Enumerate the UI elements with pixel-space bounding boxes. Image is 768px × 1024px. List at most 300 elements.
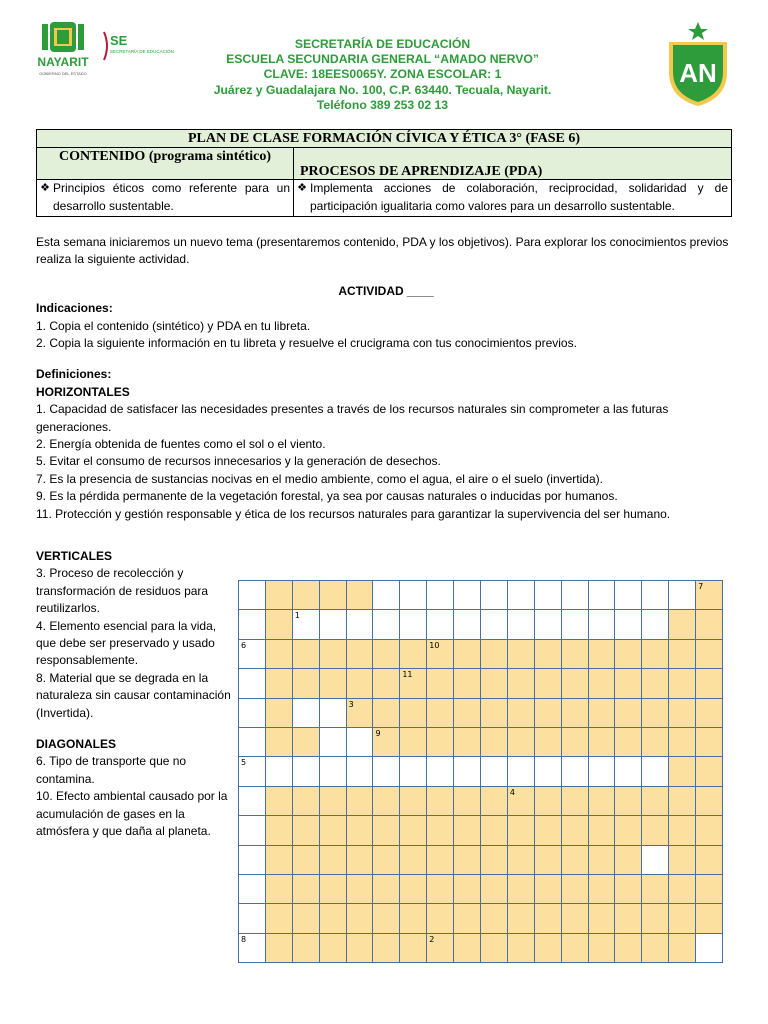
crossword-cell[interactable] [265, 639, 292, 668]
intro-paragraph: Esta semana iniciaremos un nuevo tema (presentaremos contenido, PDA y los objetivos). Para explorar los conocimientos previos realiza la siguiente actividad. [36, 235, 729, 267]
crossword-cell[interactable] [615, 933, 642, 962]
crossword-cell[interactable] [588, 669, 615, 698]
clue-number: 9 [375, 728, 381, 738]
crossword-cell[interactable] [427, 698, 454, 727]
pda-text: Implementa acciones de colaboración, reciprocidad, solidaridad y de participación igualitaria como valores para un desarrollo sustentable. [310, 181, 728, 213]
crossword-cell[interactable] [615, 669, 642, 698]
an-initials: AN [679, 58, 717, 88]
crossword-cell[interactable] [507, 610, 534, 639]
crossword-cell[interactable] [454, 727, 481, 756]
crossword-cell[interactable] [373, 904, 400, 933]
crossword-cell[interactable] [696, 581, 723, 610]
crossword-cell[interactable] [561, 669, 588, 698]
crossword-cell[interactable] [507, 698, 534, 727]
crossword-cell[interactable] [588, 874, 615, 903]
crossword-cell[interactable] [427, 786, 454, 815]
crossword-cell[interactable] [696, 757, 723, 786]
crossword-cell[interactable] [319, 698, 346, 727]
crossword-cell[interactable] [561, 845, 588, 874]
crossword-cell[interactable] [669, 727, 696, 756]
crossword-cell[interactable] [319, 669, 346, 698]
crossword-row [239, 581, 723, 610]
crossword-cell[interactable] [292, 610, 319, 639]
crossword-cell[interactable] [615, 698, 642, 727]
crossword-cell[interactable] [481, 639, 508, 668]
crossword-cell[interactable] [346, 874, 373, 903]
crossword-cell[interactable] [265, 757, 292, 786]
clue-number: 1 [294, 611, 300, 621]
crossword-cell[interactable] [373, 727, 400, 756]
crossword-cell[interactable] [292, 904, 319, 933]
crossword-cell[interactable] [239, 639, 266, 668]
crossword-cell[interactable] [615, 610, 642, 639]
crossword-row [239, 610, 723, 639]
crossword-cell[interactable] [319, 845, 346, 874]
contenido-header: CONTENIDO (programa sintético) [37, 148, 294, 180]
crossword-cell[interactable] [400, 610, 427, 639]
diagonal-label: DIAGONALES [36, 737, 117, 752]
crossword-cell[interactable] [427, 816, 454, 845]
crossword-cell[interactable] [534, 874, 561, 903]
crossword-cell[interactable] [400, 786, 427, 815]
crossword-cell[interactable] [346, 845, 373, 874]
crossword-cell[interactable] [534, 933, 561, 962]
crossword-cell[interactable] [507, 904, 534, 933]
crossword-row [239, 639, 723, 668]
crossword-cell[interactable] [669, 698, 696, 727]
crossword-cell[interactable] [454, 933, 481, 962]
clue-number: 3 [348, 699, 354, 709]
crossword-cell[interactable] [373, 816, 400, 845]
crossword-cell[interactable] [507, 727, 534, 756]
crossword-row [239, 669, 723, 698]
crossword-cell[interactable] [588, 698, 615, 727]
crossword-cell[interactable] [696, 786, 723, 815]
crossword-cell[interactable] [481, 669, 508, 698]
crossword-cell[interactable] [561, 581, 588, 610]
secretaria-line: SECRETARÍA DE EDUCACIÓN [294, 37, 471, 51]
crossword-cell[interactable] [239, 727, 266, 756]
crossword-cell[interactable] [534, 610, 561, 639]
diamond-bullet-icon: ❖ [297, 182, 307, 194]
crossword-cell[interactable] [669, 933, 696, 962]
crossword-cell[interactable] [373, 845, 400, 874]
crossword-cell[interactable] [319, 757, 346, 786]
crossword-cell[interactable] [239, 757, 266, 786]
crossword-cell[interactable] [239, 816, 266, 845]
crossword-cell[interactable] [561, 816, 588, 845]
vertical-diagonal-clues [36, 548, 236, 841]
crossword-cell[interactable] [696, 727, 723, 756]
clue-number: 8 [241, 934, 247, 944]
crossword-cell[interactable] [292, 698, 319, 727]
crossword-cell[interactable] [642, 874, 669, 903]
crossword-cell[interactable] [561, 757, 588, 786]
crossword-cell[interactable] [588, 845, 615, 874]
crossword-cell[interactable] [561, 874, 588, 903]
crossword-cell[interactable] [561, 610, 588, 639]
crossword-cell[interactable] [319, 816, 346, 845]
crossword-cell[interactable] [615, 904, 642, 933]
crossword-cell[interactable] [615, 786, 642, 815]
crossword-cell[interactable] [373, 786, 400, 815]
vertical-clue: 3. Proceso de recolección y transformación de residuos para reutilizarlos. [36, 566, 209, 616]
crossword-cell[interactable] [265, 610, 292, 639]
crossword-cell[interactable] [642, 786, 669, 815]
school-phone-line: Teléfono 389 253 02 13 [316, 97, 449, 112]
crossword-cell[interactable] [615, 874, 642, 903]
crossword-cell[interactable] [265, 933, 292, 962]
crossword-cell[interactable] [265, 845, 292, 874]
crossword-cell[interactable] [373, 581, 400, 610]
crossword-cell[interactable] [588, 786, 615, 815]
crossword-cell[interactable] [588, 639, 615, 668]
crossword-cell[interactable] [615, 581, 642, 610]
crossword-cell[interactable] [373, 669, 400, 698]
crossword-cell[interactable] [400, 933, 427, 962]
horizontal-clue: 7. Es la presencia de sustancias nocivas en el medio ambiente, como el agua, el aire o el suelo (invertida). [36, 471, 603, 486]
crossword-cell[interactable] [265, 786, 292, 815]
amado-nervo-shield-logo [663, 20, 733, 110]
crossword-cell[interactable] [534, 845, 561, 874]
crossword-cell[interactable] [669, 816, 696, 845]
clue-number: 4 [509, 787, 515, 797]
crossword-cell[interactable] [265, 581, 292, 610]
crossword-cell[interactable] [507, 816, 534, 845]
crossword-cell[interactable] [454, 786, 481, 815]
crossword-cell[interactable] [642, 757, 669, 786]
crossword-cell[interactable] [427, 727, 454, 756]
crossword-cell[interactable] [400, 581, 427, 610]
crossword-cell[interactable] [239, 874, 266, 903]
crossword-cell[interactable] [615, 639, 642, 668]
crossword-cell[interactable] [346, 639, 373, 668]
crossword-cell[interactable] [400, 816, 427, 845]
crossword-cell[interactable] [642, 933, 669, 962]
crossword-cell[interactable] [534, 904, 561, 933]
crossword-cell[interactable] [427, 904, 454, 933]
crossword-cell[interactable] [373, 933, 400, 962]
crossword-cell[interactable] [454, 581, 481, 610]
crossword-cell[interactable] [454, 816, 481, 845]
indication-item: 1. Copia el contenido (sintético) y PDA en tu libreta. [36, 318, 311, 333]
crossword-cell[interactable] [373, 639, 400, 668]
crossword-cell[interactable] [534, 757, 561, 786]
horizontal-clue: 2. Energía obtenida de fuentes como el sol o el viento. [36, 437, 326, 452]
crossword-cell[interactable] [534, 639, 561, 668]
crossword-cell[interactable] [696, 904, 723, 933]
crossword-row [239, 904, 723, 933]
crossword-cell[interactable] [454, 845, 481, 874]
crossword-cell[interactable] [588, 581, 615, 610]
crossword-cell[interactable] [400, 669, 427, 698]
crossword-cell[interactable] [696, 698, 723, 727]
crossword-cell[interactable] [642, 639, 669, 668]
crossword-cell[interactable] [507, 786, 534, 815]
crossword-cell[interactable] [696, 933, 723, 962]
diagonal-clue: 10. Efecto ambiental causado por la acumulación de gases en la atmósfera y que daña al planeta. [36, 789, 228, 839]
crossword-cell[interactable] [534, 727, 561, 756]
horizontal-clue: 11. Protección y gestión responsable y ética de los recursos naturales para garantizar la supervivencia del ser humano. [36, 506, 671, 521]
crossword-cell[interactable] [588, 727, 615, 756]
crossword-cell[interactable] [588, 757, 615, 786]
crossword-cell[interactable] [669, 639, 696, 668]
crossword-cell[interactable] [534, 786, 561, 815]
crossword-cell[interactable] [373, 874, 400, 903]
crossword-row [239, 757, 723, 786]
crossword-cell[interactable] [265, 874, 292, 903]
crossword-cell[interactable] [346, 786, 373, 815]
clue-number: 7 [698, 582, 704, 591]
crossword-cell[interactable] [346, 669, 373, 698]
crossword-cell[interactable] [239, 845, 266, 874]
crossword-cell[interactable] [561, 904, 588, 933]
plan-title: PLAN DE CLASE FORMACIÓN CÍVICA Y ÉTICA 3° (FASE 6) [37, 130, 732, 148]
crossword-cell[interactable] [669, 874, 696, 903]
crossword-cell[interactable] [561, 727, 588, 756]
crossword-cell[interactable] [239, 786, 266, 815]
crossword-cell[interactable] [481, 786, 508, 815]
crossword-cell[interactable] [507, 845, 534, 874]
crossword-cell[interactable] [292, 933, 319, 962]
crossword-row [239, 786, 723, 815]
crossword-cell[interactable] [319, 933, 346, 962]
crossword-cell[interactable] [534, 669, 561, 698]
se-text: SE [110, 33, 128, 48]
crossword-cell[interactable] [427, 669, 454, 698]
crossword-cell[interactable] [427, 757, 454, 786]
crossword-cell[interactable] [615, 845, 642, 874]
crossword-cell[interactable] [346, 933, 373, 962]
crossword-cell[interactable] [481, 904, 508, 933]
crossword-cell[interactable] [239, 669, 266, 698]
gobierno-caption: GOBIERNO DEL ESTADO [39, 71, 87, 76]
crossword-cell[interactable] [669, 669, 696, 698]
crossword-cell[interactable] [346, 904, 373, 933]
horizontal-clue: 9. Es la pérdida permanente de la vegetación forestal, ya sea por causas naturales o inducidas por humanos. [36, 489, 618, 504]
crossword-cell[interactable] [481, 757, 508, 786]
crossword-cell[interactable] [427, 581, 454, 610]
crossword-cell[interactable] [642, 816, 669, 845]
crossword-cell[interactable] [346, 581, 373, 610]
crossword-cell[interactable] [696, 610, 723, 639]
lesson-plan-table [36, 129, 732, 217]
crossword-cell[interactable] [588, 933, 615, 962]
crossword-cell[interactable] [642, 904, 669, 933]
crossword-cell[interactable] [615, 727, 642, 756]
vertical-clue: 4. Elemento esencial para la vida, que debe ser preservado y usado responsablemente. [36, 618, 217, 668]
crossword-cell[interactable] [239, 904, 266, 933]
crossword-cell[interactable] [561, 786, 588, 815]
pda-item [294, 180, 731, 215]
crossword-cell[interactable] [292, 786, 319, 815]
crossword-cell[interactable] [346, 727, 373, 756]
school-name-line: ESCUELA SECUNDARIA GENERAL “AMADO NERVO” [226, 52, 539, 67]
crossword-row [239, 698, 723, 727]
activity-content [36, 234, 736, 523]
crossword-cell[interactable] [454, 874, 481, 903]
crossword-cell[interactable] [454, 698, 481, 727]
clue-number: 10 [429, 640, 440, 650]
crossword-cell[interactable] [292, 816, 319, 845]
crossword-cell[interactable] [561, 933, 588, 962]
clue-number: 2 [429, 934, 435, 944]
crossword-cell[interactable] [534, 698, 561, 727]
crossword-cell[interactable] [319, 610, 346, 639]
crossword-cell[interactable] [588, 904, 615, 933]
crossword-cell[interactable] [669, 786, 696, 815]
crossword-cell[interactable] [481, 727, 508, 756]
crossword-cell[interactable] [427, 845, 454, 874]
se-caption: SECRETARÍA DE EDUCACIÓN [110, 49, 174, 54]
crossword-cell[interactable] [319, 581, 346, 610]
crossword-cell[interactable] [239, 698, 266, 727]
crossword-cell[interactable] [265, 904, 292, 933]
crossword-cell[interactable] [319, 874, 346, 903]
crossword-cell[interactable] [507, 639, 534, 668]
crossword-cell[interactable] [427, 874, 454, 903]
crossword-cell[interactable] [534, 581, 561, 610]
crossword-cell[interactable] [642, 610, 669, 639]
crossword-cell[interactable] [346, 610, 373, 639]
crossword-cell[interactable] [588, 610, 615, 639]
contenido-item [37, 180, 293, 215]
indications-label: Indicaciones: [36, 301, 113, 316]
crossword-cell[interactable] [292, 639, 319, 668]
pda-cell [294, 180, 732, 217]
crossword-cell[interactable] [454, 639, 481, 668]
crossword-cell[interactable] [239, 610, 266, 639]
crossword-cell[interactable] [454, 669, 481, 698]
crossword-cell[interactable] [669, 757, 696, 786]
crossword-cell[interactable] [346, 698, 373, 727]
horizontal-clue: 1. Capacidad de satisfacer las necesidades presentes a través de los recursos naturales sin comprometer a las futuras generaciones. [36, 402, 669, 434]
crossword-cell[interactable] [454, 610, 481, 639]
crossword-cell[interactable] [561, 698, 588, 727]
nayarit-se-logo [30, 20, 174, 92]
crossword-cell[interactable] [642, 845, 669, 874]
crossword-cell[interactable] [481, 845, 508, 874]
crossword-row [239, 933, 723, 962]
contenido-text: Principios éticos como referente para un desarrollo sustentable. [53, 181, 290, 213]
crossword-cell[interactable] [373, 610, 400, 639]
crossword-cell[interactable] [319, 639, 346, 668]
crossword-cell[interactable] [319, 727, 346, 756]
definitions-label: Definiciones: [36, 367, 112, 382]
crossword-cell[interactable] [481, 698, 508, 727]
crossword-cell[interactable] [265, 816, 292, 845]
crossword-cell[interactable] [454, 757, 481, 786]
crossword-cell[interactable] [346, 757, 373, 786]
school-code-line: CLAVE: 18EES0065Y. ZONA ESCOLAR: 1 [263, 67, 502, 82]
crossword-cell[interactable] [239, 933, 266, 962]
vertical-label: VERTICALES [36, 549, 113, 563]
crossword-cell[interactable] [319, 786, 346, 815]
crossword-cell[interactable] [615, 757, 642, 786]
crossword-grid [238, 580, 723, 963]
crossword-cell[interactable] [642, 727, 669, 756]
crossword-cell[interactable] [400, 874, 427, 903]
crossword-cell[interactable] [669, 904, 696, 933]
crossword-cell[interactable] [561, 639, 588, 668]
crossword-cell[interactable] [669, 845, 696, 874]
clue-number: 11 [402, 670, 413, 680]
crossword-cell[interactable] [507, 757, 534, 786]
crossword-cell[interactable] [507, 669, 534, 698]
crossword-cell[interactable] [696, 874, 723, 903]
crossword-cell[interactable] [292, 669, 319, 698]
school-address-line: Juárez y Guadalajara No. 100, C.P. 63440. Tecuala, Nayarit. [213, 82, 552, 97]
crossword-cell[interactable] [292, 874, 319, 903]
crossword-cell[interactable] [427, 639, 454, 668]
crossword-cell[interactable] [346, 816, 373, 845]
crossword-cell[interactable] [373, 698, 400, 727]
crossword-cell[interactable] [400, 845, 427, 874]
crossword-cell[interactable] [696, 639, 723, 668]
crossword-cell[interactable] [481, 610, 508, 639]
vertical-clue: 8. Material que se degrada en la naturaleza sin causar contaminación (Invertida). [36, 670, 231, 720]
crossword-cell[interactable] [615, 816, 642, 845]
crossword-cell[interactable] [400, 639, 427, 668]
crossword-cell[interactable] [481, 874, 508, 903]
crossword-cell[interactable] [507, 874, 534, 903]
crossword-cell[interactable] [481, 581, 508, 610]
crossword-cell[interactable] [400, 727, 427, 756]
crossword-row [239, 727, 723, 756]
diagonal-clue: 6. Tipo de transporte que no contamina. [36, 754, 187, 786]
crossword-cell[interactable] [292, 727, 319, 756]
school-info [170, 37, 595, 113]
crossword-cell[interactable] [642, 581, 669, 610]
crossword-cell[interactable] [239, 581, 266, 610]
horizontal-label: HORIZONTALES [36, 384, 130, 399]
crossword-cell[interactable] [265, 669, 292, 698]
crossword-row [239, 816, 723, 845]
crossword-cell[interactable] [400, 904, 427, 933]
horizontal-clue: 5. Evitar el consumo de recursos innecesarios y la generación de desechos. [36, 454, 441, 469]
pda-header: PROCESOS DE APRENDIZAJE (PDA) [294, 148, 732, 180]
crossword-cell[interactable] [292, 581, 319, 610]
crossword-cell[interactable] [319, 904, 346, 933]
crossword-cell[interactable] [642, 669, 669, 698]
crossword-cell[interactable] [454, 904, 481, 933]
crossword-cell[interactable] [481, 816, 508, 845]
crossword-cell[interactable] [696, 816, 723, 845]
crossword-cell[interactable] [292, 757, 319, 786]
crossword-cell[interactable] [265, 727, 292, 756]
crossword-cell[interactable] [373, 757, 400, 786]
document-header [0, 0, 768, 125]
crossword-cell[interactable] [696, 845, 723, 874]
crossword-cell[interactable] [481, 933, 508, 962]
crossword-cell[interactable] [669, 581, 696, 610]
contenido-cell [37, 180, 294, 217]
crossword-cell[interactable] [507, 581, 534, 610]
crossword-cell[interactable] [427, 933, 454, 962]
crossword-cell[interactable] [427, 610, 454, 639]
crossword-cell[interactable] [642, 698, 669, 727]
activity-title: ACTIVIDAD ____ [338, 283, 434, 298]
crossword-cell[interactable] [507, 933, 534, 962]
crossword-cell[interactable] [292, 845, 319, 874]
crossword-cell[interactable] [400, 757, 427, 786]
crossword-cell[interactable] [588, 816, 615, 845]
crossword-cell[interactable] [534, 816, 561, 845]
crossword-cell[interactable] [265, 698, 292, 727]
crossword-cell[interactable] [696, 669, 723, 698]
crossword-cell[interactable] [669, 610, 696, 639]
crossword-cell[interactable] [400, 698, 427, 727]
